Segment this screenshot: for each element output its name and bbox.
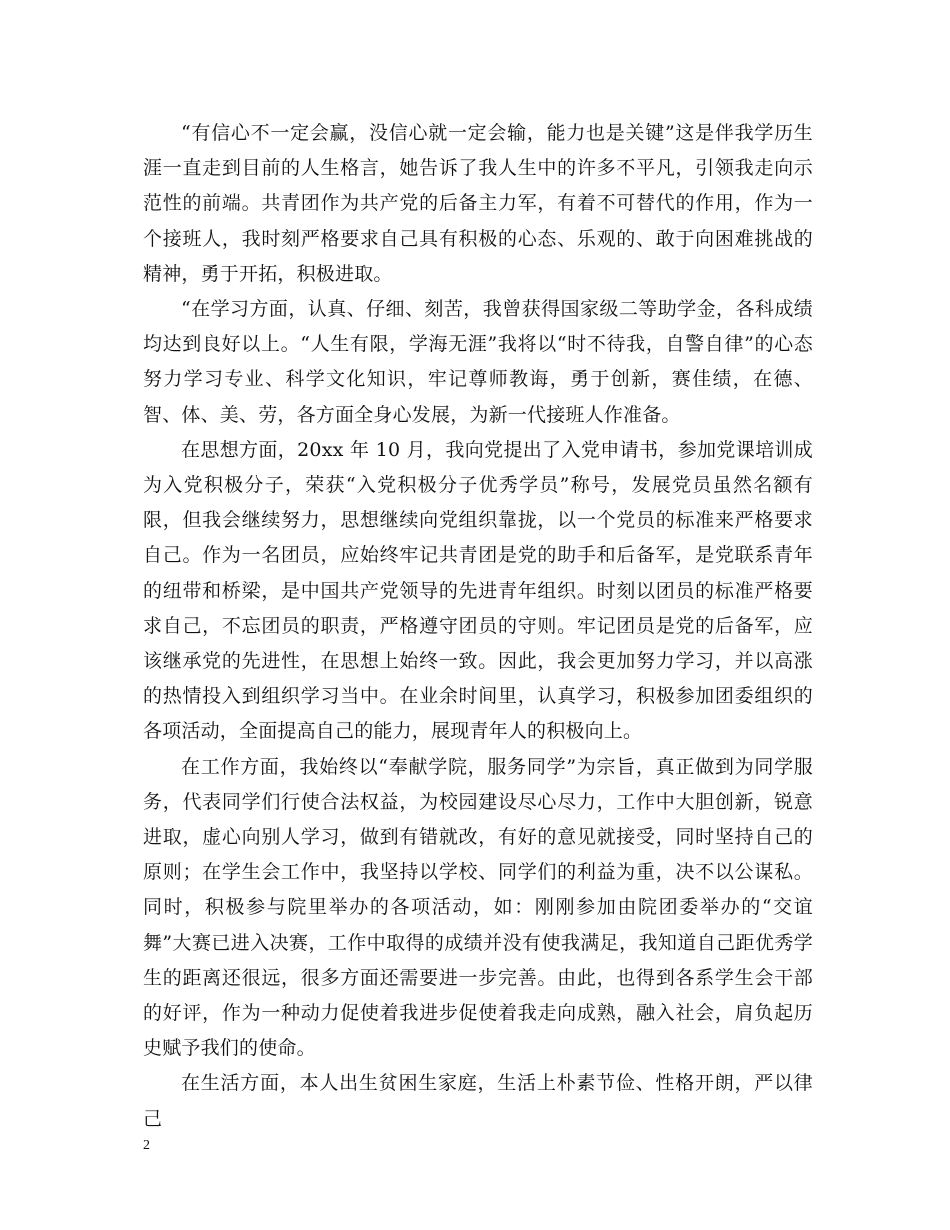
paragraph-life: 在生活方面，本人出生贫困生家庭，生活上朴素节俭、性格开朗，严以律己 xyxy=(143,1072,813,1130)
page-number: 2 xyxy=(143,1138,150,1153)
document-body xyxy=(143,116,813,1137)
paragraph-work: 在工作方面，我始终以“奉献学院，服务同学”为宗旨，真正做到为同学服务，代表同学们行使合法权益，为校园建设尽心尽力，工作中大胆创新，锐意进取，虚心向别人学习，做到有错就改，有好的意见就接受，同时坚持自己的原则；在学生会工作中，我坚持以学校、同学们的利益为重，决不以公谋私。同时，积极参与院里举办的各项活动，如：刚刚参加由院团委举办的“交谊舞”大赛已进入决赛，工作中取得的成绩并没有使我满足，我知道自己距优秀学生的距离还很远，很多方面还需要进一步完善。由此，也得到各系学生会干部的好评，作为一种动力促使着我进步促使着我走向成熟，融入社会，肩负起历史赋予我们的使命。 xyxy=(143,755,813,1060)
paragraph-motto: “有信心不一定会赢，没信心就一定会输，能力也是关键”这是伴我学历生涯一直走到目前的人生格言，她告诉了我人生中的许多不平凡，引领我走向示范性的前端。共青团作为共产党的后备主力军，有着不可替代的作用，作为一个接班人，我时刻严格要求自己具有积极的心态、乐观的、敢于向困难挑战的精神，勇于开拓，积极进取。 xyxy=(143,122,813,285)
paragraph-thought: 在思想方面，20xx 年 10 月，我向党提出了入党申请书，参加党课培训成为入党积极分子，荣获“入党积极分子优秀学员”称号，发展党员虽然名额有限，但我会继续努力，思想继续向党组织靠拢，以一个党员的标准来严格要求自己。作为一名团员，应始终牢记共青团是党的助手和后备军，是党联系青年的纽带和桥梁，是中国共产党领导的先进青年组织。时刻以团员的标准严格要求自己，不忘团员的职责，严格遵守团员的守则。牢记团员是党的后备军，应该继承党的先进性，在思想上始终一致。因此，我会更加努力学习，并以高涨的热情投入到组织学习当中。在业余时间里，认真学习，积极参加团委组织的各项活动，全面提高自己的能力，展现青年人的积极向上。 xyxy=(143,438,813,743)
paragraph-study: “在学习方面，认真、仔细、刻苦，我曾获得国家级二等助学金，各科成绩均达到良好以上。“人生有限，学海无涯”我将以“时不待我，自警自律”的心态努力学习专业、科学文化知识，牢记尊师教诲，勇于创新，赛佳绩，在德、智、体、美、劳，各方面全身心发展，为新一代接班人作准备。 xyxy=(143,298,813,426)
